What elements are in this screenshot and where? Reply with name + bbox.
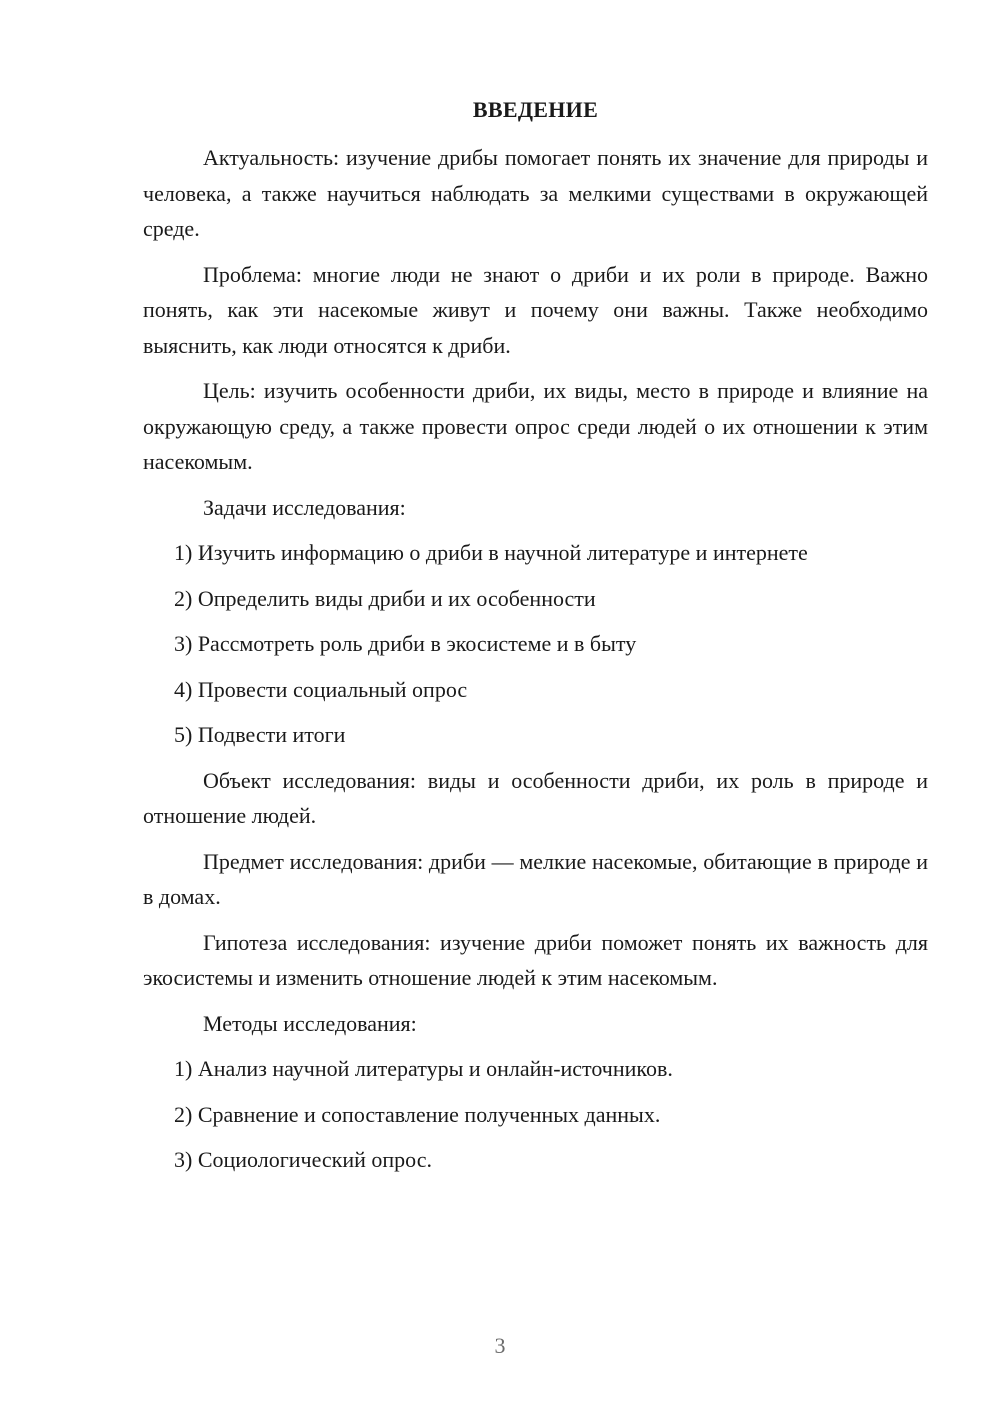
page-content: [143, 92, 928, 1188]
paragraph-goal: Цель: изучить особенности дриби, их виды, место в природе и влияние на окружающую среду, а также провести опрос среди людей о их отношении к этим насекомым.: [143, 378, 928, 474]
list-item: 2) Определить виды дриби и их особенности: [174, 585, 596, 611]
list-item: 3) Рассмотреть роль дриби в экосистеме и в быту: [174, 631, 637, 656]
list-item: 2) Сравнение и сопоставление полученных данных.: [174, 1101, 661, 1127]
paragraph-object: Объект исследования: виды и особенности дриби, их роль в природе и отношение людей.: [143, 767, 928, 828]
paragraph-problem: Проблема: многие люди не знают о дриби и их роли в природе. Важно понять, как эти насекомые живут и почему они важны. Также необходимо выяснить, как люди относятся к дриби.: [143, 261, 928, 358]
page-number: 3: [494, 1333, 506, 1358]
paragraph-tasks-label: Задачи исследования:: [203, 494, 406, 520]
list-item: 4) Провести социальный опрос: [174, 676, 468, 702]
paragraph-subject: Предмет исследования: дриби — мелкие насекомые, обитающие в природе и в домах.: [143, 848, 928, 909]
tasks-list: [143, 535, 928, 753]
paragraph-methods-label: Методы исследования:: [203, 1010, 417, 1036]
methods-list: [143, 1051, 928, 1178]
paragraph-hypothesis: Гипотеза исследования: изучение дриби поможет понять их важность для экосистемы и изменить отношение людей к этим насекомым.: [143, 929, 928, 990]
paragraph-relevance: Актуальность: изучение дрибы помогает понять их значение для природы и человека, а также научиться наблюдать за мелкими существами в окружающей среде.: [143, 145, 928, 241]
list-item: 5) Подвести итоги: [174, 722, 346, 747]
list-item: 1) Анализ научной литературы и онлайн-источников.: [174, 1056, 673, 1081]
list-item: 3) Социологический опрос.: [174, 1147, 432, 1172]
list-item: 1) Изучить информацию о дриби в научной литературе и интернете: [174, 540, 808, 565]
section-heading: ВВЕДЕНИЕ: [472, 97, 599, 122]
